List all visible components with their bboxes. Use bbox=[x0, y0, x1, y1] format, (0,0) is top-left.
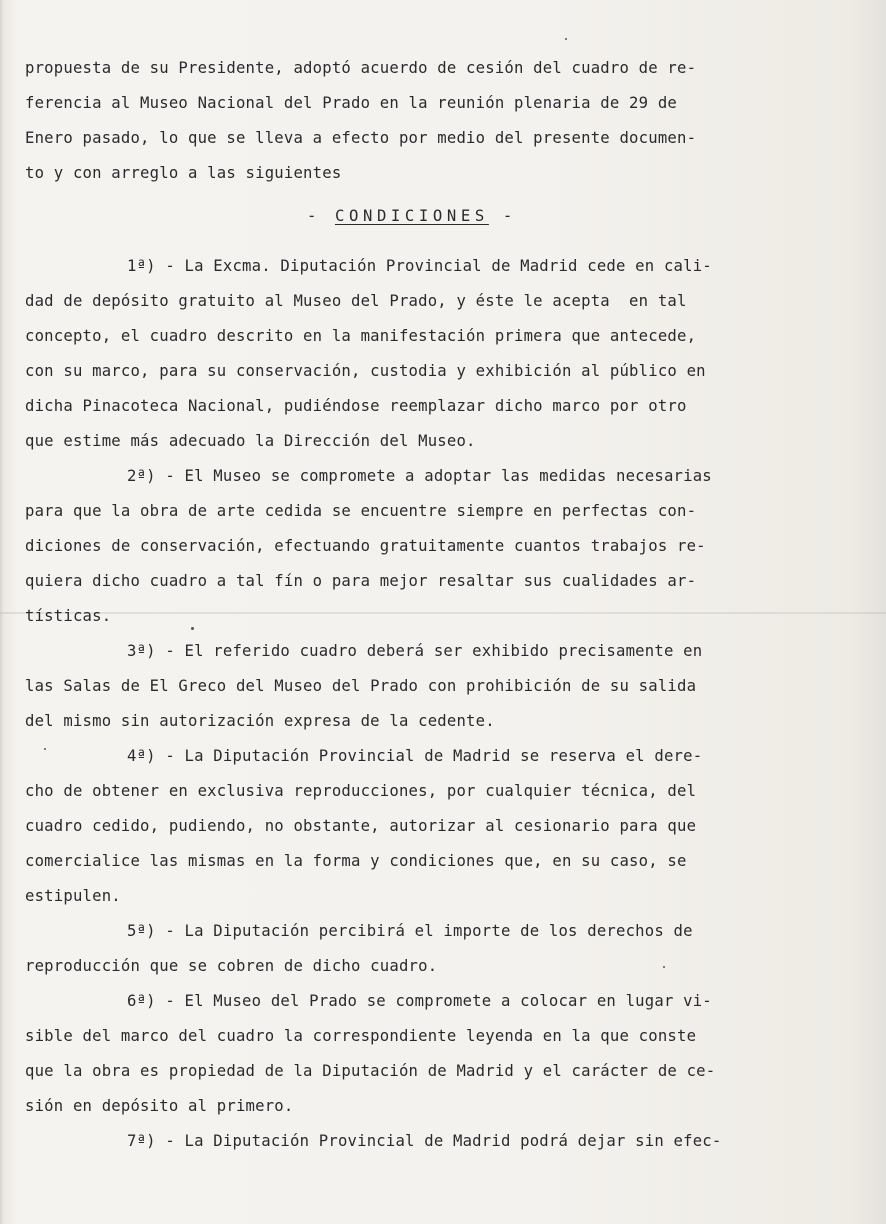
text-line: Enero pasado, lo que se lleva a efecto por medio del presente documen- bbox=[25, 129, 697, 147]
paper-fold bbox=[0, 612, 886, 614]
paper-speck bbox=[44, 748, 46, 750]
condition-1-line: dicha Pinacoteca Nacional, pudiéndose reemplazar dicho marco por otro bbox=[25, 397, 687, 415]
text-line: ferencia al Museo Nacional del Prado en la reunión plenaria de 29 de bbox=[25, 94, 677, 112]
condition-4-line: estipulen. bbox=[25, 887, 121, 905]
condition-5-line: 5ª) - La Diputación percibirá el importe de los derechos de bbox=[127, 922, 693, 940]
condition-6-line: 6ª) - El Museo del Prado se compromete a colocar en lugar vi- bbox=[127, 992, 712, 1010]
paper-speck bbox=[191, 627, 194, 630]
condition-3-line: del mismo sin autorización expresa de la cedente. bbox=[25, 712, 495, 730]
condition-6-line: sible del marco del cuadro la correspondiente leyenda en la que conste bbox=[25, 1027, 697, 1045]
paper-speck bbox=[663, 966, 665, 968]
condition-4-line: comercialice las mismas en la forma y condiciones que, en su caso, se bbox=[25, 852, 687, 870]
condition-5-line: reproducción que se cobren de dicho cuadro. bbox=[25, 957, 438, 975]
condition-4-line: cho de obtener en exclusiva reproducciones, por cualquier técnica, del bbox=[25, 782, 697, 800]
heading-word: CONDICIONES bbox=[334, 207, 489, 225]
heading-prefix: - bbox=[307, 207, 335, 225]
condition-1-line: concepto, el cuadro descrito en la manifestación primera que antecede, bbox=[25, 327, 697, 345]
condition-6-line: sión en depósito al primero. bbox=[25, 1097, 294, 1115]
condition-2-line: 2ª) - El Museo se compromete a adoptar las medidas necesarias bbox=[127, 467, 712, 485]
condition-2-line: para que la obra de arte cedida se encuentre siempre en perfectas con- bbox=[25, 502, 697, 520]
condition-4-line: cuadro cedido, pudiendo, no obstante, autorizar al cesionario para que bbox=[25, 817, 697, 835]
condition-7-line: 7ª) - La Diputación Provincial de Madrid podrá dejar sin efec- bbox=[127, 1132, 722, 1150]
condition-2-line: tísticas. bbox=[25, 607, 112, 625]
condition-3-line: 3ª) - El referido cuadro deberá ser exhibido precisamente en bbox=[127, 642, 703, 660]
condition-1-line: que estime más adecuado la Dirección del Museo. bbox=[25, 432, 476, 450]
paper-speck bbox=[565, 38, 567, 40]
condition-1-line: con su marco, para su conservación, custodia y exhibición al público en bbox=[25, 362, 706, 380]
heading-suffix: - bbox=[488, 207, 517, 225]
condition-2-line: diciones de conservación, efectuando gratuitamente cuantos trabajos re- bbox=[25, 537, 706, 555]
section-heading bbox=[307, 207, 517, 225]
text-line: propuesta de su Presidente, adoptó acuerdo de cesión del cuadro de re- bbox=[25, 59, 697, 77]
condition-1-line: 1ª) - La Excma. Diputación Provincial de Madrid cede en cali- bbox=[127, 257, 712, 275]
condition-2-line: quiera dicho cuadro a tal fín o para mejor resaltar sus cualidades ar- bbox=[25, 572, 697, 590]
text-line: to y con arreglo a las siguientes bbox=[25, 164, 342, 182]
condition-4-line: 4ª) - La Diputación Provincial de Madrid se reserva el dere- bbox=[127, 747, 703, 765]
condition-6-line: que la obra es propiedad de la Diputación de Madrid y el carácter de ce- bbox=[25, 1062, 716, 1080]
condition-3-line: las Salas de El Greco del Museo del Prado con prohibición de su salida bbox=[25, 677, 697, 695]
condition-1-line: dad de depósito gratuito al Museo del Prado, y éste le acepta en tal bbox=[25, 292, 687, 310]
